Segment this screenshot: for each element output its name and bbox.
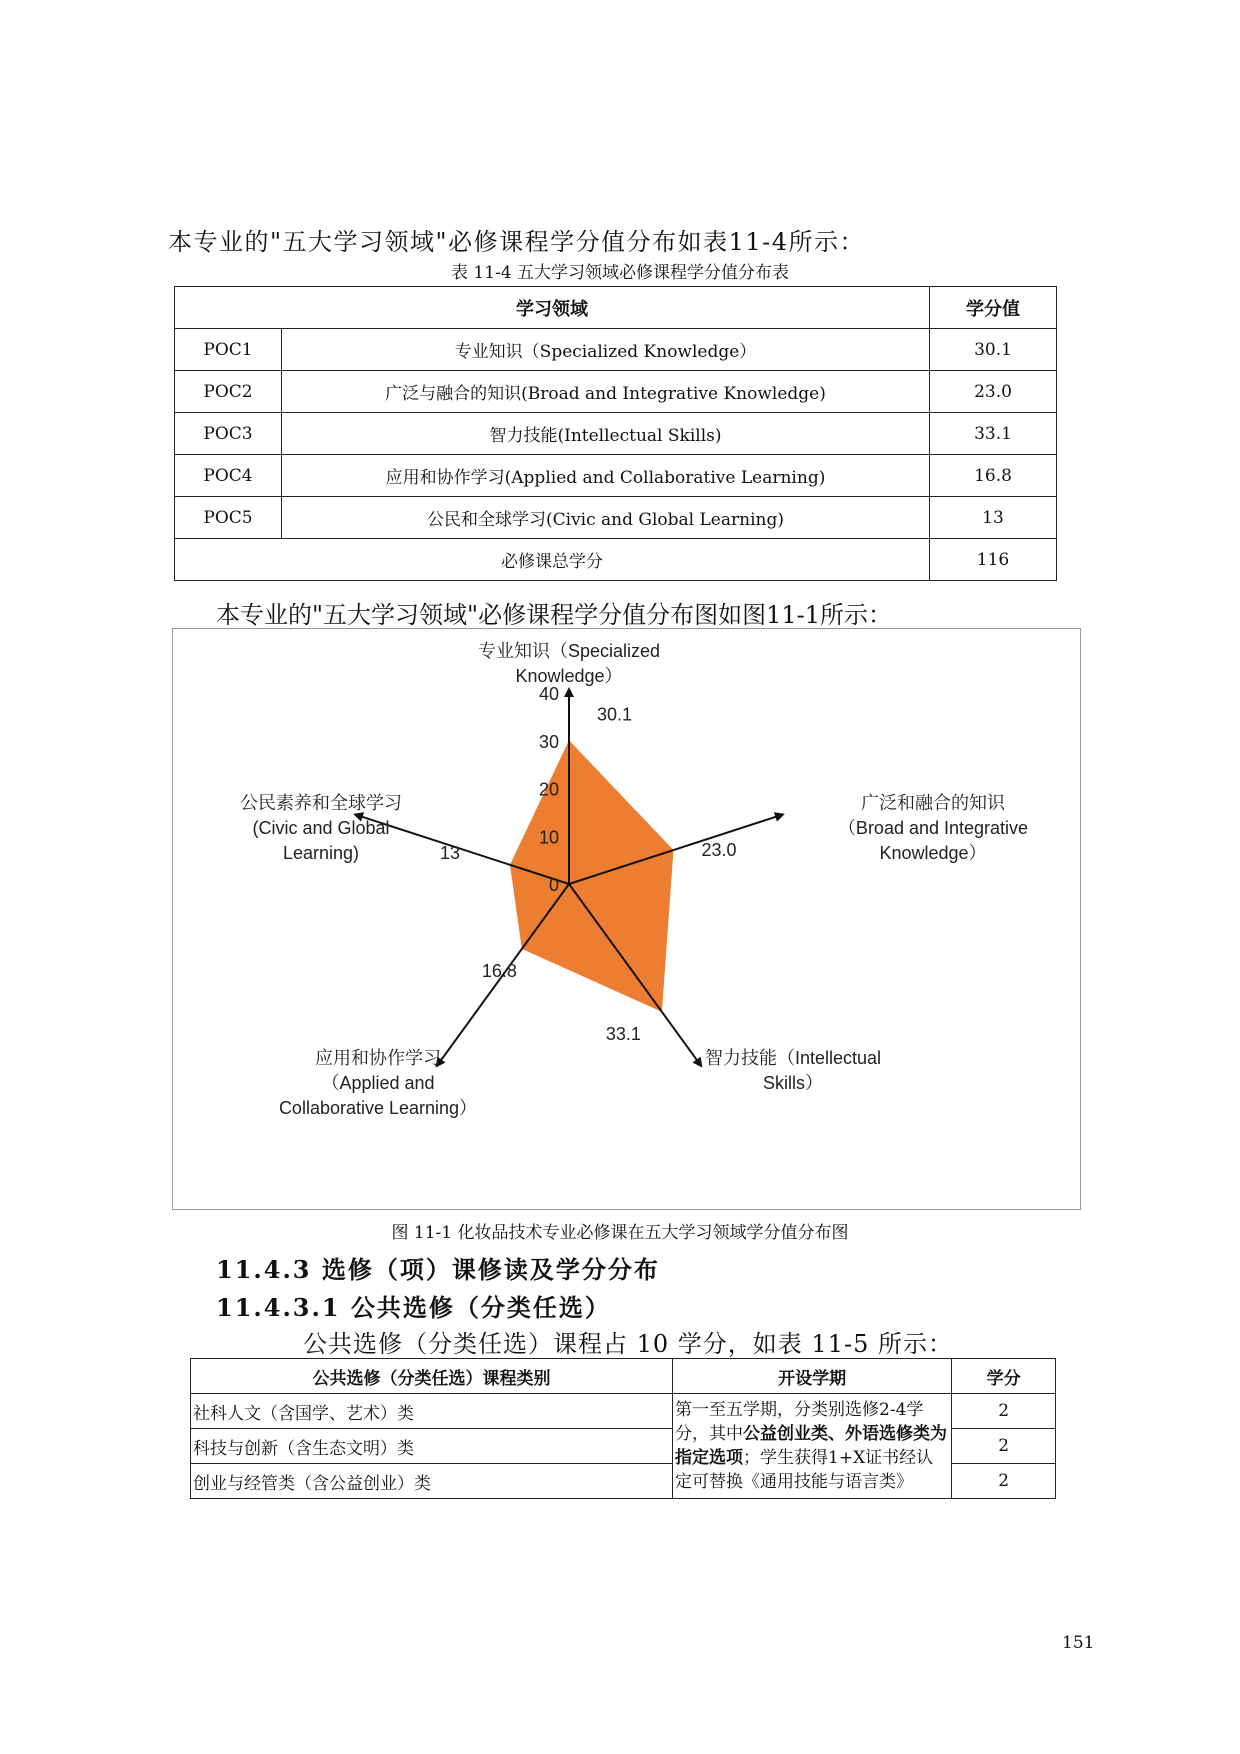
table-row [175,413,1057,455]
intro-paragraph-1: 本专业的"五大学习领域"必修课程学分值分布如表11-4所示： [168,228,865,256]
row-credit: 2 [952,1429,1056,1464]
row-code: POC2 [175,371,282,413]
radar-chart-frame [172,628,1081,1210]
radar-axis-label: 公民素养和全球学习(Civic and Global Learning) [240,793,402,863]
radar-tick-label: 0 [548,875,559,895]
header-category: 公共选修（分类任选）课程类别 [191,1359,673,1394]
header-semester: 开设学期 [673,1359,952,1394]
radar-value-label: 13 [439,842,460,863]
radar-value-label: 16.8 [481,960,517,981]
intro-paragraph-3: 公共选修（分类任选）课程占 10 学分，如表 11-5 所示： [303,1330,953,1358]
radar-axis-label: 专业知识（Specialized Knowledge） [477,641,661,686]
table-row [175,455,1057,497]
row-name: 智力技能(Intellectual Skills) [282,413,930,455]
semester-note-bold: 公益创业类、外语选修类为指定选项 [675,1424,948,1468]
semester-note-part1: 第一至五学期，分类别选修2-4学分，其中 [675,1400,924,1444]
radar-tick-label: 10 [538,827,559,848]
radar-axis-label: 应用和协作学习（Applied and Collaborative Learning） [278,1048,478,1118]
semester-note [673,1394,952,1499]
header-credit: 学分 [952,1359,1056,1394]
radar-axis-label: 智力技能（Intellectual Skills） [704,1048,882,1093]
row-category: 创业与经管类（含公益创业）类 [191,1464,673,1499]
radar-value-label: 30.1 [597,704,633,725]
row-code: POC1 [175,329,282,371]
row-credit: 2 [952,1464,1056,1499]
table-row [175,371,1057,413]
section-heading: 11.4.3 选修（项）课修读及学分分布 [216,1255,660,1284]
row-code: POC3 [175,413,282,455]
table-row [191,1394,1056,1429]
elective-table [190,1358,1056,1499]
row-code: POC5 [175,497,282,539]
header-credit: 学分值 [930,287,1057,329]
radar-value-label: 33.1 [605,1023,641,1044]
radar-tick-label: 20 [538,779,559,800]
table-row [175,329,1057,371]
radar-axis-label: 广泛和融合的知识（Broad and Integrative Knowledge） [837,793,1029,863]
row-category: 社科人文（含国学、艺术）类 [191,1394,673,1429]
total-row [175,539,1057,581]
table-row [175,497,1057,539]
table-caption: 表 11-4 五大学习领域必修课程学分值分布表 [451,263,789,283]
page-number: 151 [1062,1633,1095,1653]
semester-note-part2: ；学生获得1+X证书经认定可替换《通用技能与语言类》 [675,1448,934,1492]
row-name: 应用和协作学习(Applied and Collaborative Learning) [282,455,930,497]
total-credit: 116 [930,539,1057,581]
radar-tick-label: 30 [538,731,559,752]
radar-chart [173,629,1082,1211]
total-label: 必修课总学分 [175,539,930,581]
row-name: 公民和全球学习(Civic and Global Learning) [282,497,930,539]
row-credit: 23.0 [930,371,1057,413]
credit-distribution-table [174,286,1057,581]
radar-tick-label: 40 [538,684,559,704]
row-category: 科技与创新（含生态文明）类 [191,1429,673,1464]
row-credit: 2 [952,1394,1056,1429]
header-domain: 学习领域 [175,287,930,329]
row-code: POC4 [175,455,282,497]
row-credit: 30.1 [930,329,1057,371]
row-credit: 33.1 [930,413,1057,455]
radar-value-label: 23.0 [701,840,737,861]
intro-paragraph-2: 本专业的"五大学习领域"必修课程学分值分布图如图11-1所示： [216,601,892,629]
row-credit: 16.8 [930,455,1057,497]
row-credit: 13 [930,497,1057,539]
subsection-heading: 11.4.3.1 公共选修（分类任选） [216,1293,611,1322]
figure-caption: 图 11-1 化妆品技术专业必修课在五大学习领域学分值分布图 [391,1223,849,1243]
row-name: 专业知识（Specialized Knowledge） [282,329,930,371]
row-name: 广泛与融合的知识(Broad and Integrative Knowledge) [282,371,930,413]
